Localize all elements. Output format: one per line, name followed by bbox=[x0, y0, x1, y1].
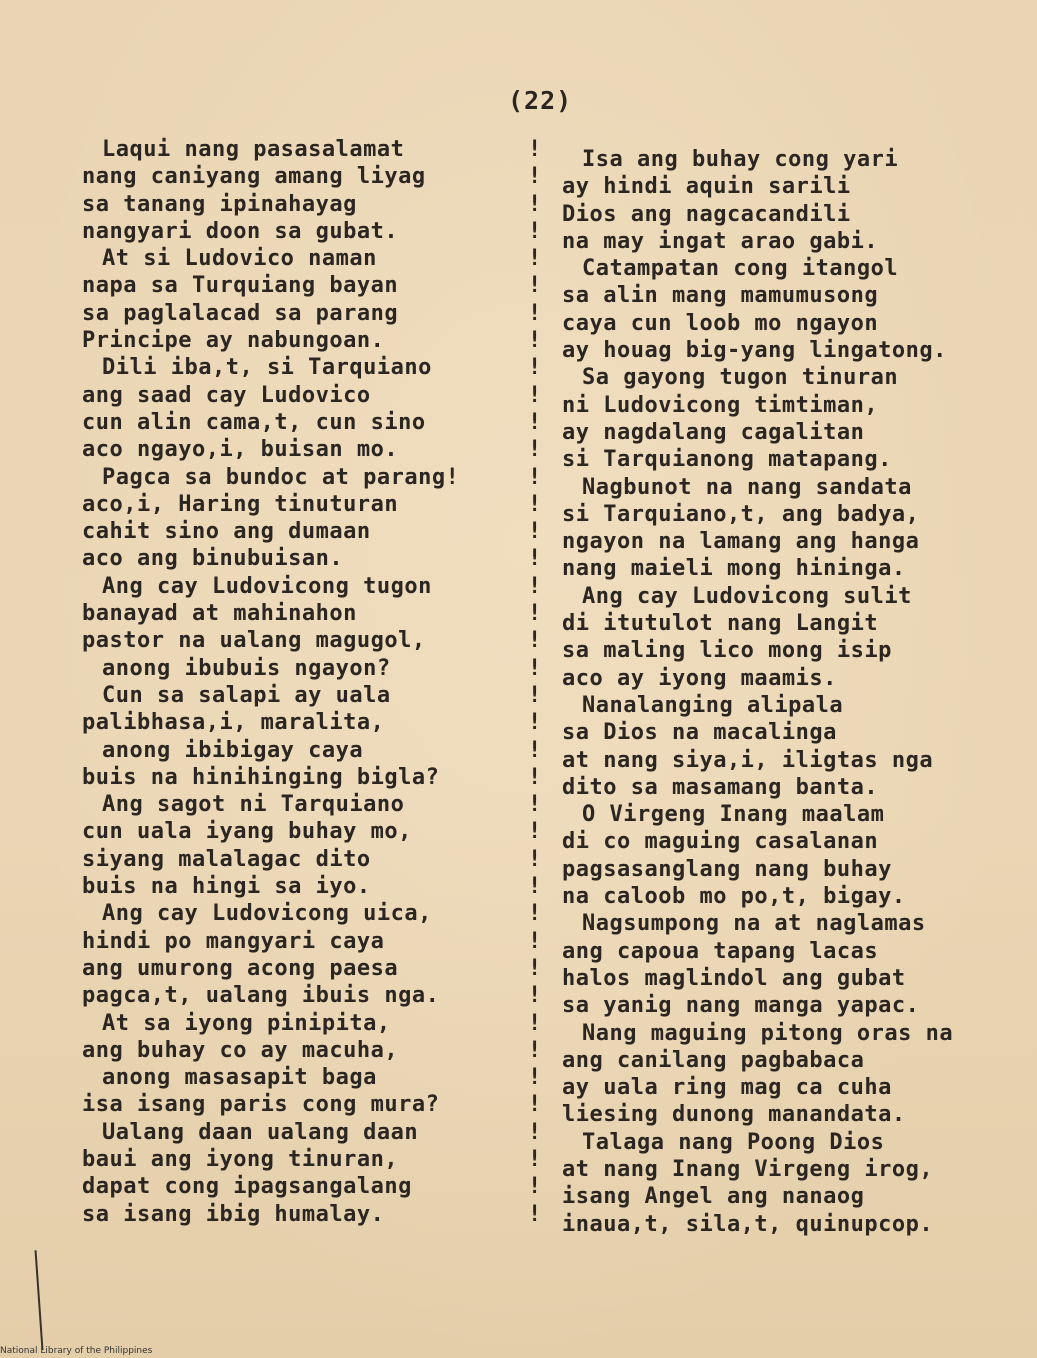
separator-mark: ! bbox=[528, 874, 542, 900]
verse-line: halos maglindol ang gubat bbox=[562, 965, 906, 991]
verse-line: di co maguing casalanan bbox=[562, 829, 879, 855]
verse-line: sa yanig nang manga yapac. bbox=[562, 993, 920, 1019]
verse-line: isa isang paris cong mura? bbox=[82, 1092, 440, 1118]
verse-line: buis na hinihinging bigla? bbox=[82, 764, 440, 790]
verse-line: Cun sa salapi ay uala bbox=[102, 682, 391, 708]
verse-line: at nang siya,i, iligtas nga bbox=[562, 747, 934, 773]
verse-line: Principe ay nabungoan. bbox=[82, 328, 385, 354]
verse-line: Laqui nang pasasalamat bbox=[102, 137, 405, 162]
verse-line: Dios ang nagcacandili bbox=[562, 201, 851, 227]
verse-line: anong ibibigay caya bbox=[102, 737, 364, 763]
separator-mark: ! bbox=[528, 1010, 542, 1036]
separator-mark: ! bbox=[528, 491, 542, 517]
verse-line: si Tarquiano,t, ang badya, bbox=[562, 501, 920, 527]
separator-mark: ! bbox=[528, 1065, 542, 1091]
separator-mark: ! bbox=[528, 955, 542, 981]
verse-line: Ang sagot ni Tarquiano bbox=[102, 792, 405, 818]
separator-mark: ! bbox=[528, 218, 542, 244]
verse-line: Nang maguing pitong oras na bbox=[582, 1020, 954, 1046]
verse-line: ay houag big-yang lingatong. bbox=[562, 338, 947, 364]
verse-line: buis na hingi sa iyo. bbox=[82, 874, 371, 900]
verse-line: aco ngayo,i, buisan mo. bbox=[82, 437, 399, 463]
separator-mark: ! bbox=[528, 437, 542, 463]
separator-mark: ! bbox=[528, 546, 542, 572]
separator-mark: ! bbox=[528, 246, 542, 272]
verse-line: palibhasa,i, maralita, bbox=[82, 710, 385, 736]
separator-mark: ! bbox=[528, 519, 542, 545]
verse-line: Ang cay Ludovicong uica, bbox=[102, 901, 432, 927]
separator-mark: ! bbox=[528, 1092, 542, 1118]
verse-line: aco ay iyong maamis. bbox=[562, 665, 837, 691]
verse-line: sa paglalacad sa parang bbox=[82, 300, 399, 326]
separator-mark: ! bbox=[528, 846, 542, 872]
footer-credit: National Library of the Philippines bbox=[0, 1346, 153, 1356]
verse-line: Nagsumpong na at naglamas bbox=[582, 911, 926, 937]
verse-line: pagsasanglang nang buhay bbox=[562, 856, 892, 882]
separator-mark: ! bbox=[528, 382, 542, 408]
verse-line: anong masasapit baga bbox=[102, 1065, 377, 1091]
separator-mark: ! bbox=[528, 137, 542, 162]
separator-mark: ! bbox=[528, 409, 542, 435]
verse-line: aco ang binubuisan. bbox=[82, 546, 344, 572]
verse-line: anong ibubuis ngayon? bbox=[102, 655, 391, 681]
verse-line: At si Ludovico naman bbox=[102, 246, 377, 272]
verse-line: na may ingat arao gabi. bbox=[562, 228, 879, 254]
verse-line: Pagca sa bundoc at parang! bbox=[102, 464, 460, 490]
separator-mark: ! bbox=[528, 1119, 542, 1145]
verse-line: caya cun loob mo ngayon bbox=[562, 310, 879, 336]
separator-mark: ! bbox=[528, 464, 542, 490]
verse-line: At sa iyong pinipita, bbox=[102, 1010, 391, 1036]
right-column-verses bbox=[562, 146, 953, 1238]
left-column-verses bbox=[82, 136, 459, 1228]
verse-line: inaua,t, sila,t, quinupcop. bbox=[562, 1211, 934, 1237]
separator-mark: ! bbox=[528, 928, 542, 954]
separator-mark: ! bbox=[528, 164, 542, 190]
verse-line: ay nagdalang cagalitan bbox=[562, 419, 865, 445]
verse-line: pastor na ualang magugol, bbox=[82, 628, 426, 654]
verse-line: Dili iba,t, si Tarquiano bbox=[102, 355, 432, 381]
verse-line: ang umurong acong paesa bbox=[82, 955, 399, 981]
verse-line: at nang Inang Virgeng irog, bbox=[562, 1156, 934, 1182]
verse-line: ay uala ring mag ca cuha bbox=[562, 1075, 892, 1101]
separator-mark: ! bbox=[528, 628, 542, 654]
verse-line: Nanalanging alipala bbox=[582, 692, 844, 718]
separator-mark: ! bbox=[528, 710, 542, 736]
verse-line: liesing dunong manandata. bbox=[562, 1102, 906, 1128]
verse-line: ang canilang pagbabaca bbox=[562, 1047, 865, 1073]
separator-mark: ! bbox=[528, 983, 542, 1009]
verse-line: ang saad cay Ludovico bbox=[82, 382, 371, 408]
verse-line: ang capoua tapang lacas bbox=[562, 938, 879, 964]
verse-line: Ang cay Ludovicong sulit bbox=[582, 583, 912, 609]
verse-line: pagca,t, ualang ibuis nga. bbox=[82, 983, 440, 1009]
verse-line: sa tanang ipinahayag bbox=[82, 191, 357, 217]
separator-mark: ! bbox=[528, 764, 542, 790]
verse-line: nang caniyang amang liyag bbox=[82, 164, 426, 190]
verse-line: sa isang ibig humalay. bbox=[82, 1201, 385, 1227]
verse-line: Sa gayong tugon tinuran bbox=[582, 365, 899, 391]
verse-line: di itutulot nang Langit bbox=[562, 611, 879, 637]
separator-mark: ! bbox=[528, 1037, 542, 1063]
separator-mark: ! bbox=[528, 273, 542, 299]
separator-mark: ! bbox=[528, 191, 542, 217]
verse-line: napa sa Turquiang bayan bbox=[82, 273, 399, 299]
verse-line: dito sa masamang banta. bbox=[562, 774, 879, 800]
separator-mark: ! bbox=[528, 1174, 542, 1200]
verse-line: nangyari doon sa gubat. bbox=[82, 218, 399, 244]
separator-mark: ! bbox=[528, 655, 542, 681]
verse-line: banayad at mahinahon bbox=[82, 601, 357, 627]
column-separator-marks bbox=[528, 136, 541, 1228]
verse-line: ni Ludovicong timtiman, bbox=[562, 392, 879, 418]
separator-mark: ! bbox=[528, 901, 542, 927]
separator-mark: ! bbox=[528, 355, 542, 381]
verse-line: na caloob mo po,t, bigay. bbox=[562, 884, 906, 910]
verse-line: Isa ang buhay cong yari bbox=[582, 147, 899, 172]
verse-line: ngayon na lamang ang hanga bbox=[562, 529, 920, 555]
verse-line: Ualang daan ualang daan bbox=[102, 1119, 419, 1145]
verse-line: ay hindi aquin sarili bbox=[562, 174, 851, 200]
separator-mark: ! bbox=[528, 819, 542, 845]
separator-mark: ! bbox=[528, 601, 542, 627]
verse-line: cahit sino ang dumaan bbox=[82, 519, 371, 545]
verse-line: cun uala iyang buhay mo, bbox=[82, 819, 412, 845]
separator-mark: ! bbox=[528, 1146, 542, 1172]
separator-mark: ! bbox=[528, 737, 542, 763]
verse-line: dapat cong ipagsangalang bbox=[82, 1174, 412, 1200]
verse-line: Ang cay Ludovicong tugon bbox=[102, 573, 432, 599]
separator-mark: ! bbox=[528, 573, 542, 599]
verse-line: baui ang iyong tinuran, bbox=[82, 1146, 399, 1172]
separator-mark: ! bbox=[528, 682, 542, 708]
verse-line: sa maling lico mong isip bbox=[562, 638, 892, 664]
verse-line: sa Dios na macalinga bbox=[562, 720, 837, 746]
page-number: (22) bbox=[508, 86, 573, 115]
verse-line: nang maieli mong hininga. bbox=[562, 556, 906, 582]
verse-line: ang buhay co ay macuha, bbox=[82, 1037, 399, 1063]
verse-line: sa alin mang mamumusong bbox=[562, 283, 879, 309]
verse-line: hindi po mangyari caya bbox=[82, 928, 385, 954]
verse-line: Catampatan cong itangol bbox=[582, 256, 899, 282]
verse-line: aco,i, Haring tinuturan bbox=[82, 491, 399, 517]
separator-mark: ! bbox=[528, 1201, 542, 1227]
separator-mark: ! bbox=[528, 792, 542, 818]
verse-line: cun alin cama,t, cun sino bbox=[82, 409, 426, 435]
verse-line: Talaga nang Poong Dios bbox=[582, 1129, 885, 1155]
verse-line: isang Angel ang nanaog bbox=[562, 1184, 865, 1210]
verse-line: si Tarquianong matapang. bbox=[562, 447, 892, 473]
page-edge-mark bbox=[35, 1250, 48, 1350]
separator-mark: ! bbox=[528, 300, 542, 326]
verse-line: Nagbunot na nang sandata bbox=[582, 474, 912, 500]
verse-line: siyang malalagac dito bbox=[82, 846, 371, 872]
verse-line: O Virgeng Inang maalam bbox=[582, 802, 885, 828]
separator-mark: ! bbox=[528, 328, 542, 354]
